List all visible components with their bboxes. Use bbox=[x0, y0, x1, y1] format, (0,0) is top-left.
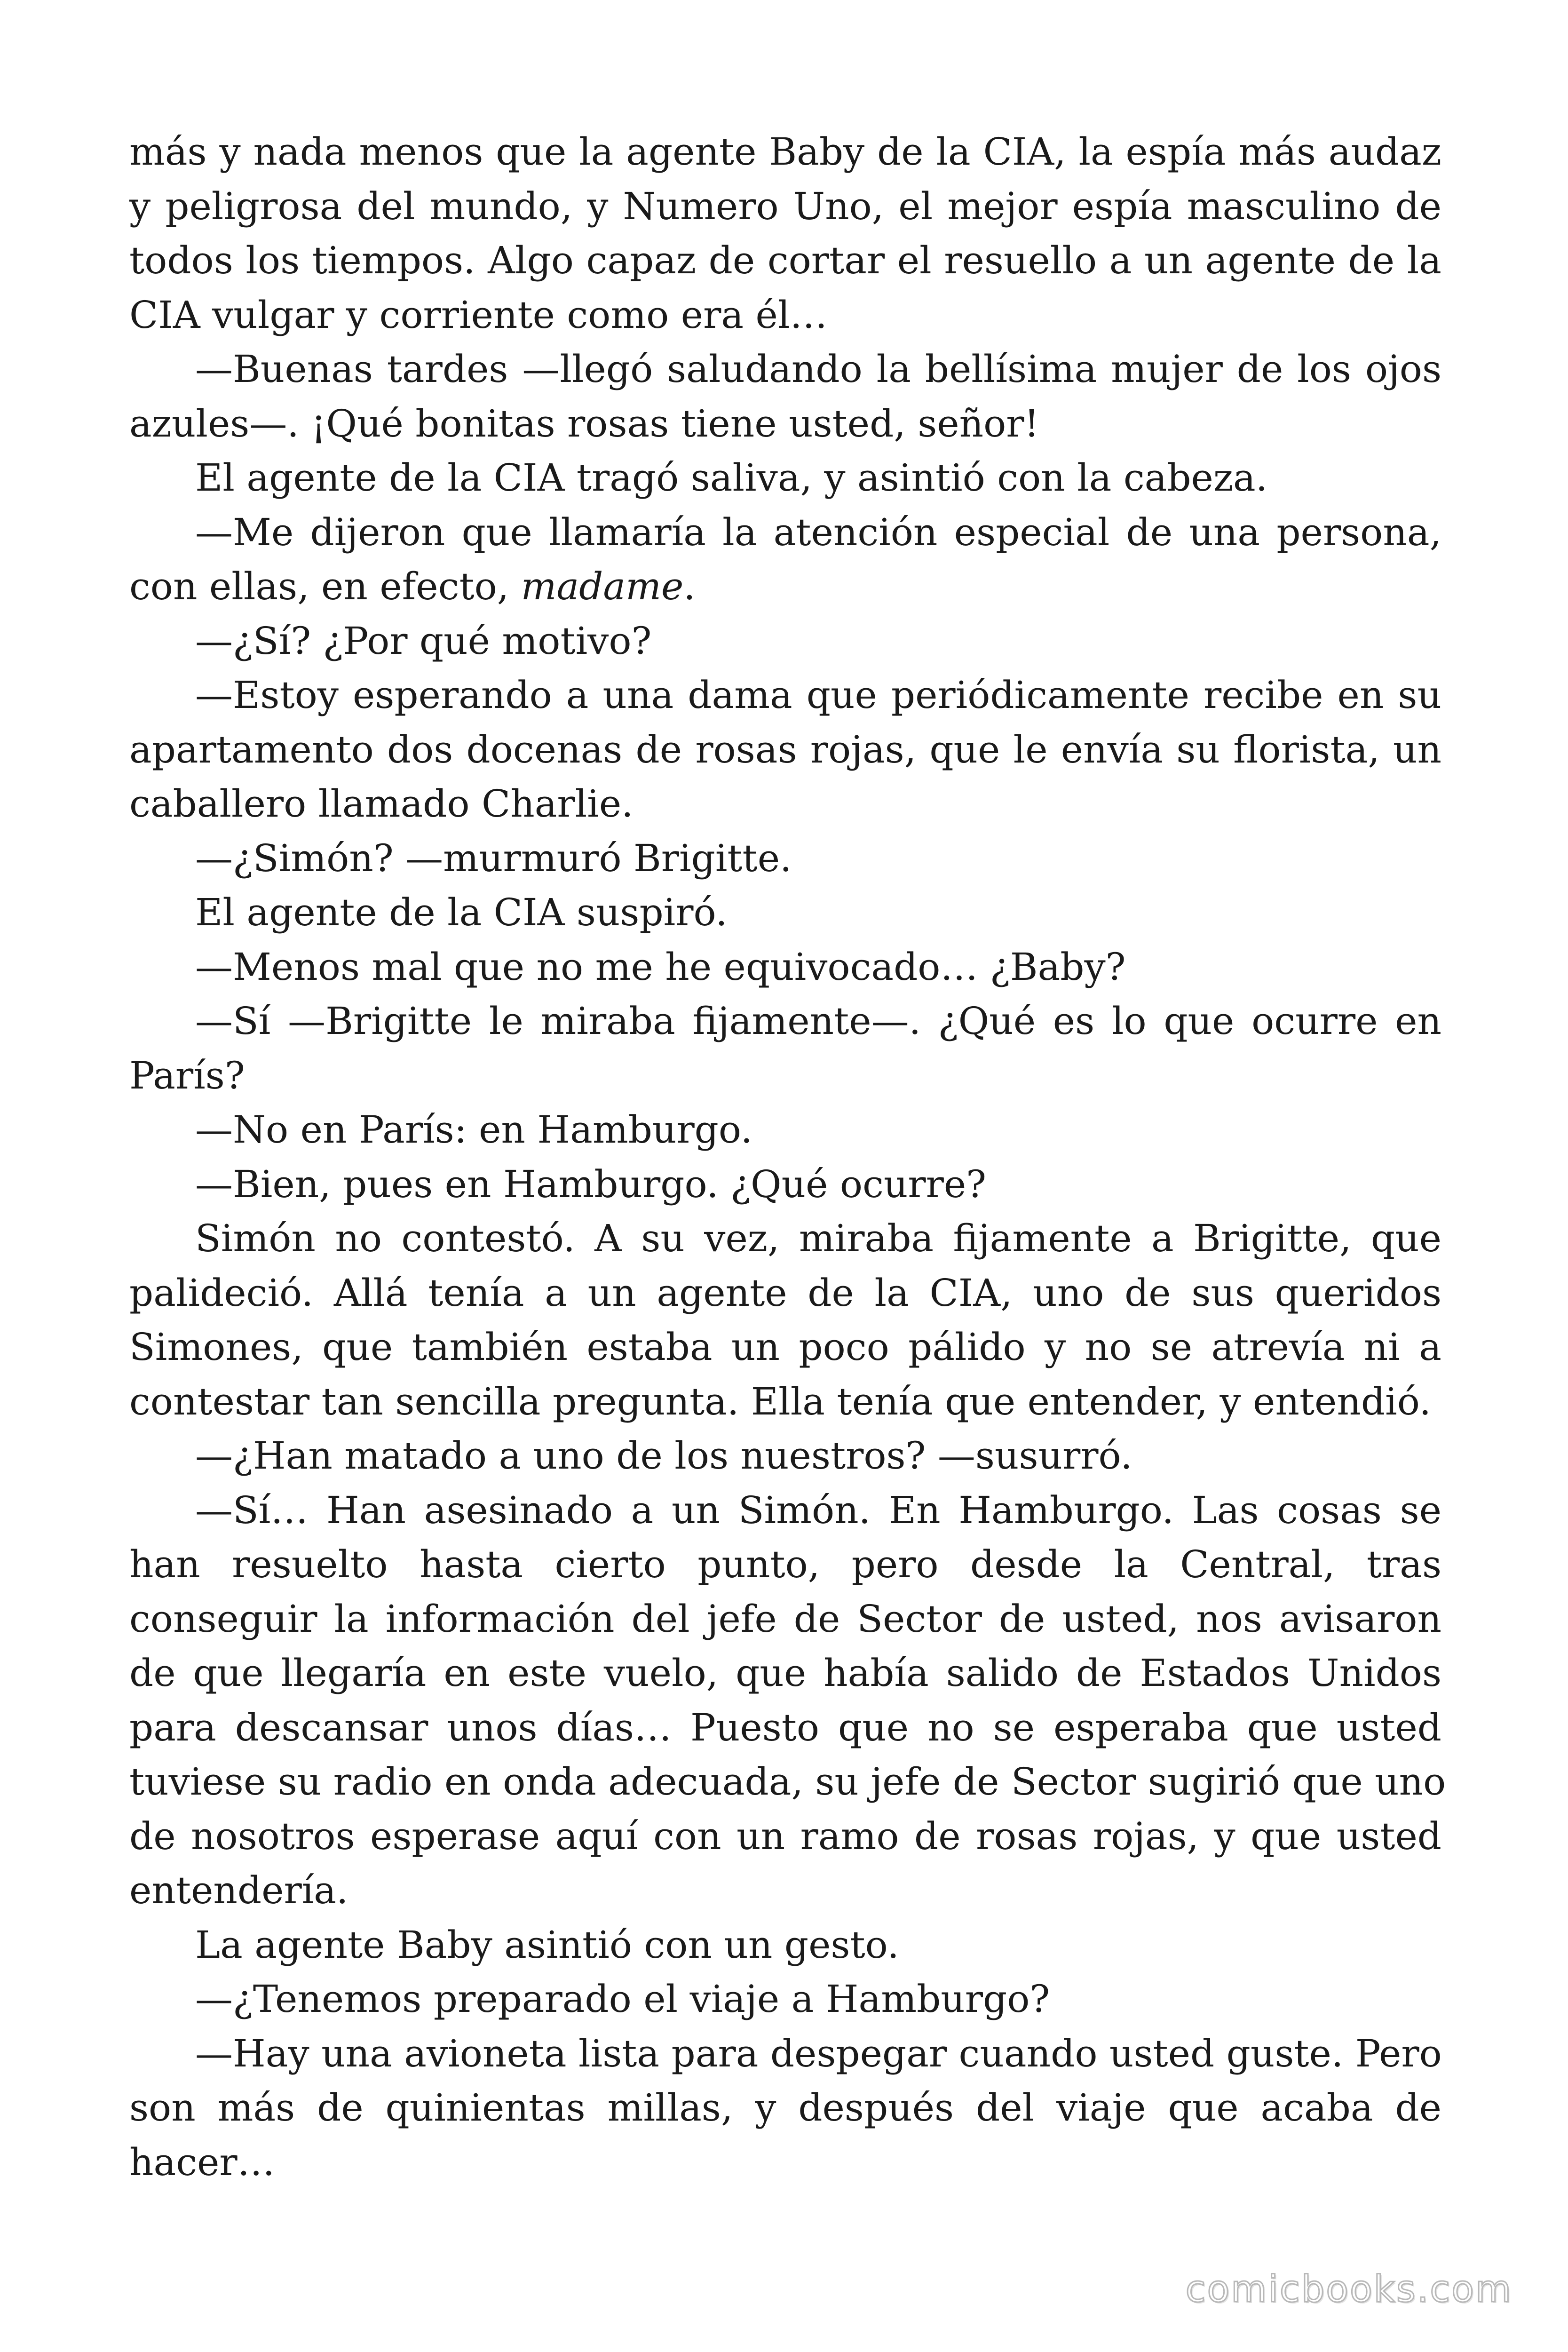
text-line: —Me dijeron que llamaría la atención especial de una persona, bbox=[195, 510, 1441, 554]
text-line: Simón no contestó. A su vez, miraba fijamente a Brigitte, que bbox=[195, 1216, 1441, 1260]
text-line: de nosotros esperase aquí con un ramo de rosas rojas, y que usted bbox=[129, 1814, 1441, 1858]
text-line: han resuelto hasta cierto punto, pero desde la Central, tras bbox=[129, 1542, 1441, 1586]
text-line: —¿Han matado a uno de los nuestros? —susurró. bbox=[195, 1434, 1132, 1478]
text-line: El agente de la CIA suspiró. bbox=[195, 890, 728, 934]
text-line: El agente de la CIA tragó saliva, y asintió con la cabeza. bbox=[195, 456, 1268, 500]
text-line: —Sí —Brigitte le miraba fijamente—. ¿Qué es lo que ocurre en bbox=[195, 999, 1441, 1043]
text-line: —¿Tenemos preparado el viaje a Hamburgo? bbox=[195, 1977, 1050, 2021]
text-line: París? bbox=[129, 1053, 245, 1097]
text-line: conseguir la información del jefe de Sector de usted, nos avisaron bbox=[129, 1597, 1441, 1641]
text-line: —Sí… Han asesinado a un Simón. En Hamburgo. Las cosas se bbox=[195, 1488, 1441, 1532]
text-line: más y nada menos que la agente Baby de la CIA, la espía más audaz bbox=[129, 130, 1441, 174]
text-line: de que llegaría en este vuelo, que había salido de Estados Unidos bbox=[129, 1651, 1441, 1695]
text-line: —Estoy esperando a una dama que periódicamente recibe en su bbox=[195, 673, 1441, 717]
text-line: Simones, que también estaba un poco pálido y no se atrevía ni a bbox=[129, 1325, 1441, 1369]
text-line: contestar tan sencilla pregunta. Ella tenía que entender, y entendió. bbox=[129, 1379, 1431, 1423]
text-line: —¿Simón? —murmuró Brigitte. bbox=[195, 836, 792, 880]
book-page-text bbox=[129, 125, 1446, 2189]
text-line: y peligrosa del mundo, y Numero Uno, el mejor espía masculino de bbox=[129, 184, 1441, 228]
text-line: con ellas, en efecto, madame. bbox=[129, 564, 696, 608]
text-line: —No en París: en Hamburgo. bbox=[195, 1108, 753, 1152]
text-line: tuviese su radio en onda adecuada, su jefe de Sector sugirió que uno bbox=[129, 1760, 1446, 1804]
text-line: —Hay una avioneta lista para despegar cuando usted guste. Pero bbox=[195, 2031, 1442, 2075]
text-line: apartamento dos docenas de rosas rojas, que le envía su florista, un bbox=[129, 727, 1441, 771]
text-line: —Menos mal que no me he equivocado… ¿Baby? bbox=[195, 945, 1126, 989]
italic-word: madame bbox=[521, 564, 684, 608]
text-line: todos los tiempos. Algo capaz de cortar el resuello a un agente de la bbox=[129, 238, 1441, 282]
text-line: son más de quinientas millas, y después del viaje que acaba de bbox=[129, 2086, 1441, 2130]
text-line: entendería. bbox=[129, 1868, 348, 1912]
text-line: La agente Baby asintió con un gesto. bbox=[195, 1923, 899, 1967]
text-line: —¿Sí? ¿Por qué motivo? bbox=[195, 619, 652, 663]
site-watermark: comicbooks.com bbox=[1185, 2268, 1513, 2311]
text-line: —Buenas tardes —llegó saludando la bellísima mujer de los ojos bbox=[195, 347, 1441, 391]
text-line: caballero llamado Charlie. bbox=[129, 782, 634, 826]
text-line: hacer… bbox=[129, 2140, 275, 2184]
text-line: azules—. ¡Qué bonitas rosas tiene usted, señor! bbox=[129, 401, 1039, 445]
text-line: —Bien, pues en Hamburgo. ¿Qué ocurre? bbox=[195, 1162, 987, 1206]
text-line: palideció. Allá tenía a un agente de la CIA, uno de sus queridos bbox=[129, 1271, 1441, 1315]
text-line: CIA vulgar y corriente como era él… bbox=[129, 293, 828, 337]
text-line: para descansar unos días… Puesto que no se esperaba que usted bbox=[129, 1705, 1441, 1749]
